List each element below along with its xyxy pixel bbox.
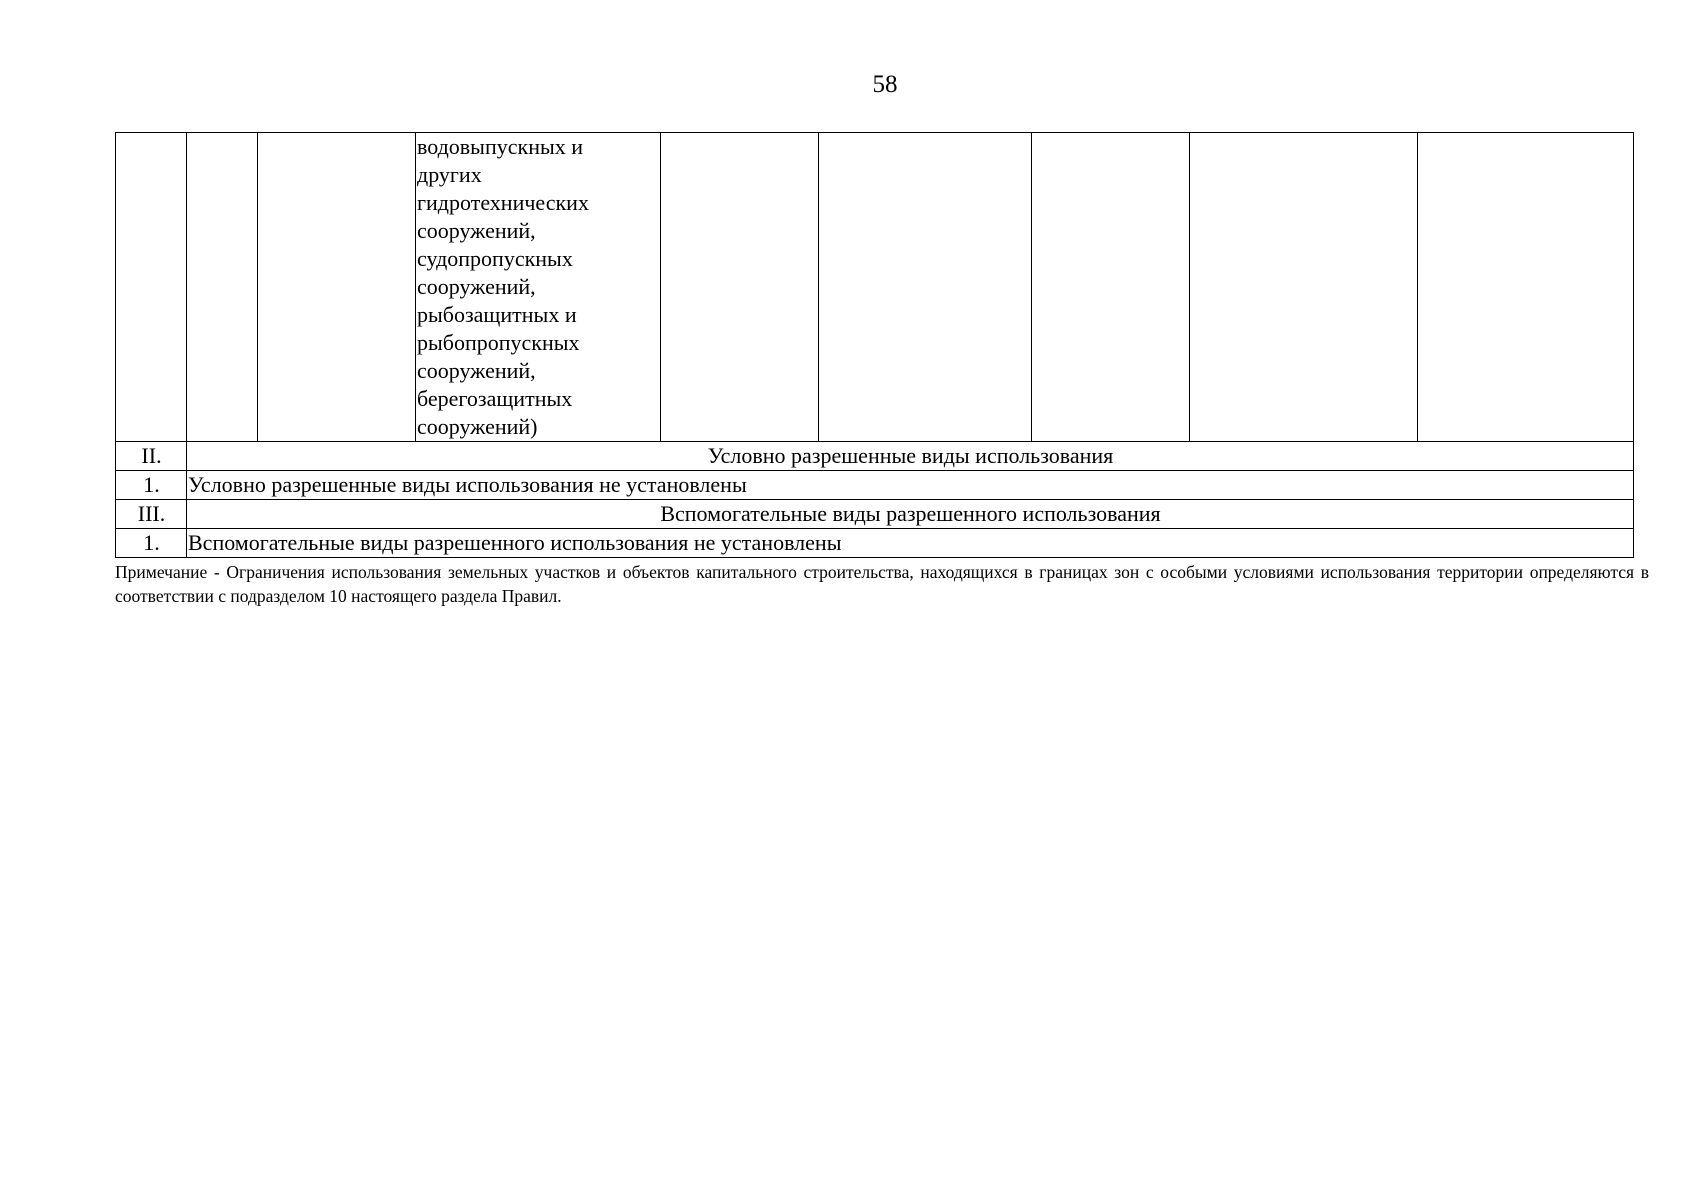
empty-cell xyxy=(1418,133,1634,442)
row-number: III. xyxy=(116,500,187,529)
land-use-table xyxy=(115,132,1634,558)
footnote: Примечание - Ограничения использования земельных участков и объектов капитального строительства, находящихся в границах зон с особыми условиями использования территории определяются в соответствии с подразделом 10 настоящего раздела Правил. xyxy=(115,562,1649,606)
row-number: 1. xyxy=(116,529,187,558)
row-text: Условно разрешенные виды использования не установлены xyxy=(187,471,1634,500)
table-row xyxy=(116,529,1634,558)
table-row xyxy=(116,471,1634,500)
continuation-row xyxy=(116,133,1634,442)
empty-cell xyxy=(1190,133,1418,442)
empty-cell xyxy=(258,133,416,442)
row-number: II. xyxy=(116,442,187,471)
section-heading: Условно разрешенные виды использования xyxy=(187,442,1634,471)
empty-cell xyxy=(819,133,1032,442)
row-number: 1. xyxy=(116,471,187,500)
continuation-text-cell: водовыпускных и других гидротехнических сооружений, судопропускных сооружений, рыбозащитных и рыбопропускных сооружений, берегозащитных сооружений) xyxy=(416,133,661,442)
empty-cell xyxy=(661,133,819,442)
empty-cell xyxy=(1032,133,1190,442)
row-text: Вспомогательные виды разрешенного использования не установлены xyxy=(187,529,1634,558)
section-heading: Вспомогательные виды разрешенного использования xyxy=(187,500,1634,529)
section-heading-row xyxy=(116,442,1634,471)
section-heading-row xyxy=(116,500,1634,529)
page-number: 58 xyxy=(872,71,898,98)
empty-cell xyxy=(116,133,187,442)
empty-cell xyxy=(187,133,258,442)
